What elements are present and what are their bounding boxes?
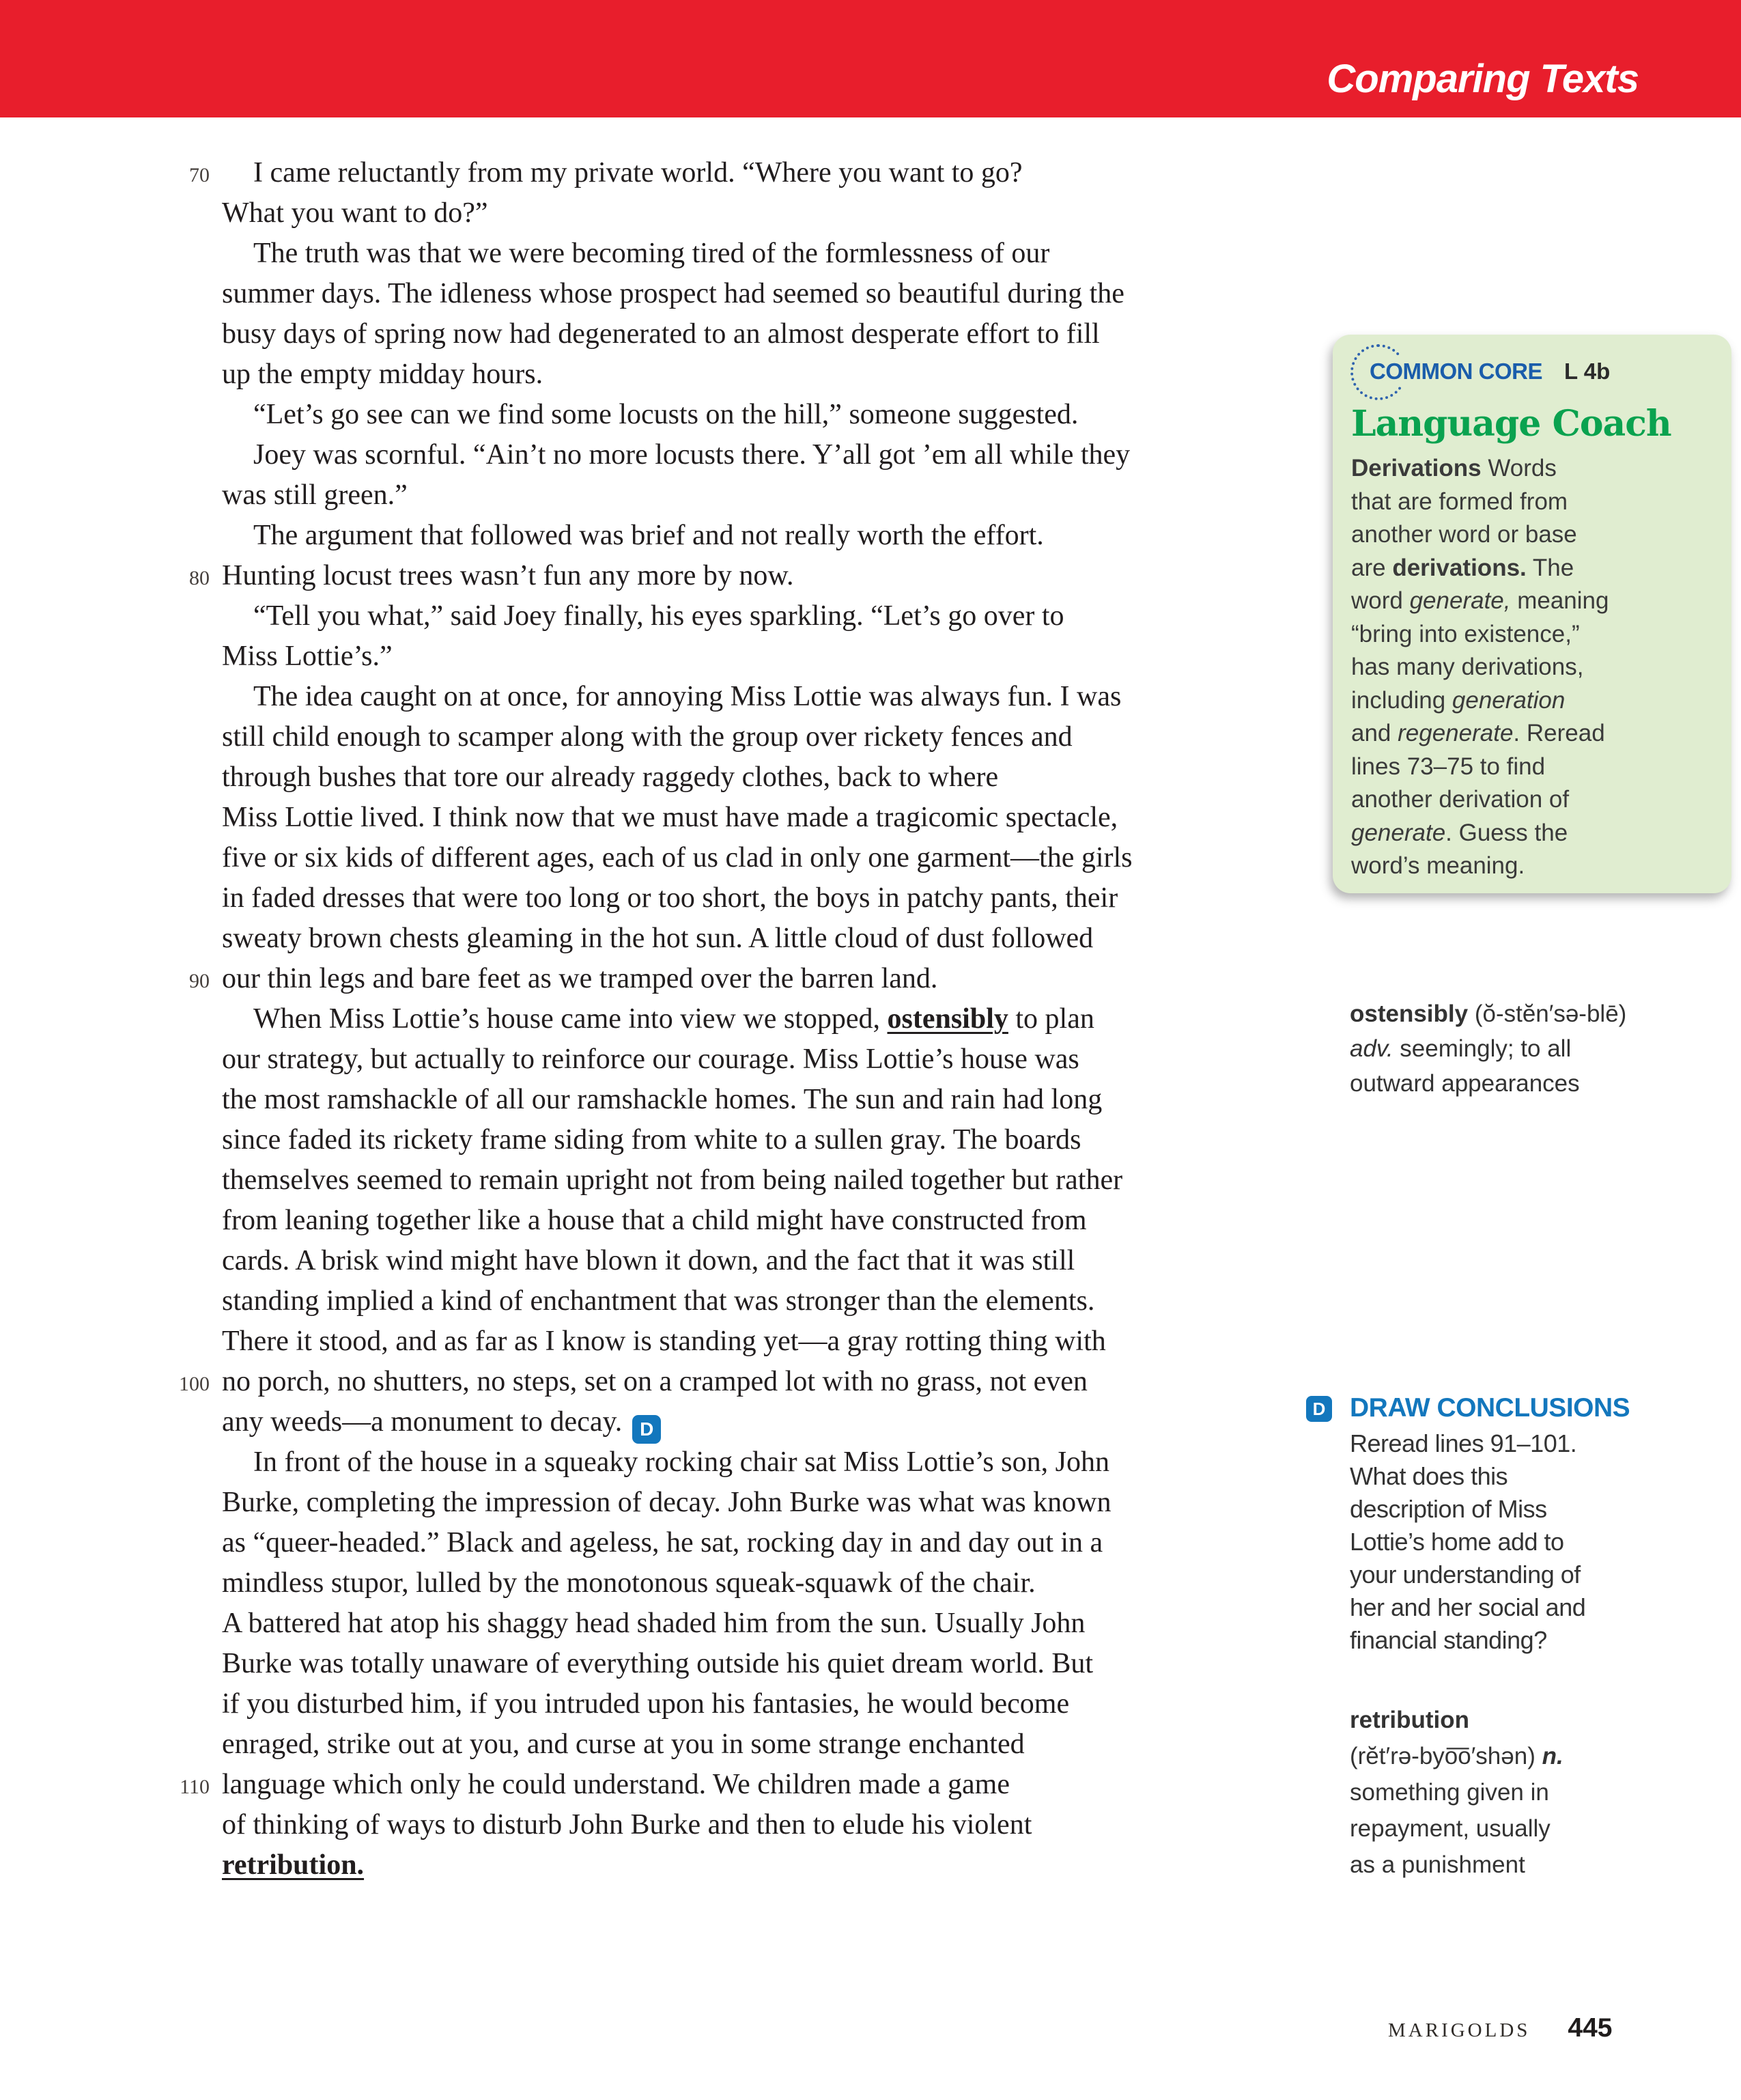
text-line bbox=[1351, 486, 1723, 519]
text-segment: Hunting locust trees wasn’t fun any more by now. bbox=[222, 560, 794, 591]
text-segment: standing implied a kind of enchantment that was stronger than the elements. bbox=[222, 1285, 1095, 1317]
text-segment: repayment, usually bbox=[1350, 1815, 1551, 1842]
text-line bbox=[222, 1724, 1307, 1765]
text-segment: (rĕt′rə-byo͞o′shən) bbox=[1350, 1743, 1542, 1769]
draw-conclusions-heading: DRAW CONCLUSIONS bbox=[1350, 1393, 1630, 1423]
line-number: 80 bbox=[189, 567, 210, 589]
text-segment: her and her social and bbox=[1350, 1593, 1586, 1621]
text-segment: ostensibly bbox=[1350, 1000, 1469, 1027]
text-line bbox=[222, 1483, 1307, 1523]
text-segment: (ŏ-stĕn′sə-blē) bbox=[1468, 1000, 1627, 1027]
vocab-entry-ostensibly bbox=[1350, 996, 1626, 1101]
text-segment: was still green.” bbox=[222, 479, 408, 511]
text-segment: your understanding of bbox=[1350, 1560, 1581, 1588]
text-segment: our strategy, but actually to reinforce our courage. Miss Lottie’s house was bbox=[222, 1044, 1079, 1075]
text-line bbox=[222, 395, 1307, 435]
text-segment: still child enough to scamper along with the group over rickety fences and bbox=[222, 721, 1073, 753]
text-line bbox=[222, 1644, 1307, 1684]
text-line bbox=[1350, 1558, 1585, 1591]
text-segment: generate bbox=[1351, 819, 1446, 846]
selection-title: MARIGOLDS bbox=[1388, 2019, 1531, 2041]
text-segment: A battered hat atop his shaggy head shaded him from the sun. Usually John bbox=[222, 1608, 1086, 1639]
page-header-bar bbox=[0, 0, 1741, 117]
text-segment: lines 73–75 to find bbox=[1351, 753, 1546, 780]
text-segment: Derivations bbox=[1351, 455, 1482, 481]
text-segment: our thin legs and bare feet as we tramped over the barren land. bbox=[222, 963, 938, 994]
text-segment: generate, bbox=[1409, 587, 1511, 614]
text-segment: Lottie’s home add to bbox=[1350, 1528, 1564, 1556]
text-segment: since faded its rickety frame siding from white to a sullen gray. The boards bbox=[222, 1124, 1081, 1156]
text-segment: Burke was totally unaware of everything outside his quiet dream world. But bbox=[222, 1648, 1094, 1679]
text-segment: seemingly; to all bbox=[1393, 1035, 1572, 1062]
text-segment: mindless stupor, lulled by the monotonous squeak-squawk of the chair. bbox=[222, 1567, 1036, 1599]
text-segment: Joey was scornful. “Ain’t no more locusts there. Y’all got ’em all while they bbox=[253, 439, 1131, 471]
text-segment: regenerate bbox=[1398, 720, 1514, 746]
text-segment: as “queer-headed.” Black and ageless, he sat, rocking day in and day out in a bbox=[222, 1527, 1103, 1558]
text-segment: The argument that followed was brief and not really worth the effort. bbox=[253, 520, 1044, 551]
section-title: Comparing Texts bbox=[1327, 57, 1639, 101]
draw-conclusions-body bbox=[1350, 1427, 1585, 1657]
text-line bbox=[222, 516, 1307, 556]
text-segment: description of Miss bbox=[1350, 1495, 1547, 1523]
text-line bbox=[222, 636, 1307, 677]
text-segment: n. bbox=[1542, 1743, 1563, 1769]
text-line bbox=[1350, 1031, 1626, 1066]
text-segment: has many derivations, bbox=[1351, 654, 1584, 680]
text-segment: financial standing? bbox=[1350, 1626, 1547, 1654]
text-segment: “Let’s go see can we find some locusts on the hill,” someone suggested. bbox=[253, 399, 1079, 430]
text-line bbox=[1350, 1526, 1585, 1558]
text-segment: any weeds—a monument to decay. bbox=[222, 1406, 623, 1438]
text-line bbox=[222, 757, 1307, 798]
text-segment: “bring into existence,” bbox=[1351, 620, 1580, 647]
text-line bbox=[1350, 996, 1626, 1031]
text-segment: The bbox=[1526, 554, 1574, 581]
text-line bbox=[222, 435, 1307, 475]
text-segment: generation bbox=[1452, 686, 1566, 714]
text-segment: Miss Lottie’s.” bbox=[222, 641, 393, 672]
text-segment: something given in bbox=[1350, 1779, 1549, 1806]
text-line bbox=[222, 1281, 1307, 1321]
language-coach-title: Language Coach bbox=[1351, 403, 1671, 445]
text-segment: When Miss Lottie’s house came into view we stopped, bbox=[253, 1003, 888, 1035]
text-line bbox=[222, 1805, 1307, 1845]
text-segment: . Reread bbox=[1513, 720, 1605, 746]
line-number: 110 bbox=[180, 1776, 210, 1798]
text-segment: five or six kids of different ages, each of us clad in only one garment—the girls bbox=[222, 842, 1133, 873]
standard-code: L 4b bbox=[1564, 359, 1611, 384]
text-line bbox=[222, 1241, 1307, 1281]
text-segment: another derivation of bbox=[1351, 786, 1570, 813]
text-segment: of thinking of ways to disturb John Burke and then to elude his violent bbox=[222, 1809, 1032, 1840]
text-line bbox=[222, 475, 1307, 516]
text-line bbox=[222, 1523, 1307, 1563]
text-segment: busy days of spring now had degenerated to an almost desperate effort to fill bbox=[222, 318, 1100, 350]
text-segment: retribution. bbox=[222, 1849, 365, 1881]
text-line bbox=[222, 596, 1307, 636]
text-segment: language which only he could understand. We children made a game bbox=[222, 1769, 1010, 1800]
text-segment: derivations. bbox=[1392, 554, 1527, 581]
text-line bbox=[1350, 1460, 1585, 1493]
text-line bbox=[1351, 552, 1723, 585]
text-segment: Miss Lottie lived. I think now that we must have made a tragicomic spectacle, bbox=[222, 802, 1118, 833]
text-segment: the most ramshackle of all our ramshackle homes. The sun and rain had long bbox=[222, 1084, 1103, 1115]
text-line bbox=[1350, 1738, 1563, 1774]
text-line bbox=[222, 1684, 1307, 1724]
text-segment: ostensibly bbox=[887, 1003, 1008, 1035]
text-segment: word’s meaning. bbox=[1351, 852, 1525, 879]
text-segment: no porch, no shutters, no steps, set on a cramped lot with no grass, not even bbox=[222, 1366, 1088, 1397]
text-segment: The truth was that we were becoming tired of the formlessness of our bbox=[253, 238, 1050, 269]
text-line bbox=[222, 878, 1307, 919]
text-line bbox=[1351, 618, 1723, 652]
text-segment: themselves seemed to remain upright not from being nailed together but rather bbox=[222, 1164, 1123, 1196]
text-line bbox=[1350, 1591, 1585, 1624]
text-segment: Reread lines 91–101. bbox=[1350, 1429, 1577, 1457]
text-segment: as a punishment bbox=[1350, 1851, 1525, 1878]
text-line bbox=[222, 677, 1307, 717]
text-line bbox=[222, 1160, 1307, 1201]
text-line bbox=[222, 1442, 1307, 1483]
text-line bbox=[180, 1765, 1307, 1805]
text-line bbox=[222, 354, 1307, 395]
text-line bbox=[222, 1402, 1307, 1442]
text-segment: outward appearances bbox=[1350, 1070, 1580, 1097]
text-line bbox=[179, 1362, 1307, 1402]
text-line bbox=[222, 1201, 1307, 1241]
text-segment: The idea caught on at once, for annoying Miss Lottie was always fun. I was bbox=[253, 681, 1122, 712]
text-line bbox=[1351, 518, 1723, 552]
line-number: 100 bbox=[179, 1373, 210, 1395]
text-segment: I came reluctantly from my private world. “Where you want to go? bbox=[253, 157, 1023, 188]
text-segment: In front of the house in a squeaky rocking chair sat Miss Lottie’s son, John bbox=[253, 1446, 1109, 1478]
text-segment: There it stood, and as far as I know is standing yet—a gray rotting thing with bbox=[222, 1326, 1106, 1357]
story-passage bbox=[179, 153, 1307, 1886]
text-line bbox=[222, 1563, 1307, 1604]
text-line bbox=[1351, 751, 1723, 784]
text-line bbox=[1350, 1810, 1563, 1847]
text-line bbox=[222, 1080, 1307, 1120]
text-line bbox=[222, 717, 1307, 757]
text-line bbox=[1351, 850, 1723, 883]
text-line bbox=[1351, 585, 1723, 618]
text-line bbox=[1351, 717, 1723, 751]
text-line bbox=[222, 1120, 1307, 1160]
common-core-label: COMMON CORE bbox=[1368, 356, 1548, 387]
text-segment: are bbox=[1351, 554, 1393, 581]
text-line bbox=[189, 556, 1307, 596]
text-segment: . Guess the bbox=[1445, 819, 1568, 846]
text-line bbox=[222, 1604, 1307, 1644]
text-segment: What you want to do?” bbox=[222, 197, 488, 229]
text-segment: including bbox=[1351, 686, 1452, 714]
common-core-row bbox=[1368, 356, 1610, 387]
text-segment: word bbox=[1351, 587, 1410, 614]
text-line bbox=[1351, 452, 1723, 486]
text-segment: from leaning together like a house that a child might have constructed from bbox=[222, 1205, 1087, 1236]
vocab-entry-retribution bbox=[1350, 1702, 1563, 1883]
text-segment: sweaty brown chests gleaming in the hot sun. A little cloud of dust followed bbox=[222, 923, 1094, 954]
text-line bbox=[222, 314, 1307, 354]
page-footer bbox=[1388, 2013, 1612, 2043]
text-line bbox=[222, 838, 1307, 878]
text-segment: retribution bbox=[1350, 1707, 1469, 1733]
text-segment: “Tell you what,” said Joey finally, his eyes sparkling. “Let’s go over to bbox=[253, 600, 1064, 632]
text-segment: Burke, completing the impression of decay. John Burke was what was known bbox=[222, 1487, 1112, 1518]
text-line bbox=[1351, 817, 1723, 850]
text-line bbox=[222, 798, 1307, 838]
text-segment: if you disturbed him, if you intruded upon his fantasies, he would become bbox=[222, 1688, 1070, 1720]
text-segment: through bushes that tore our already raggedy clothes, back to where bbox=[222, 761, 999, 793]
text-segment: summer days. The idleness whose prospect had seemed so beautiful during the bbox=[222, 278, 1124, 309]
text-line bbox=[189, 959, 1307, 999]
text-segment: that are formed from bbox=[1351, 488, 1568, 515]
text-line bbox=[1350, 1774, 1563, 1810]
text-line bbox=[1350, 1493, 1585, 1526]
language-coach-box bbox=[1333, 335, 1731, 893]
text-line bbox=[222, 999, 1307, 1039]
text-line bbox=[1351, 651, 1723, 684]
text-line bbox=[222, 234, 1307, 274]
text-line bbox=[222, 1039, 1307, 1080]
text-line bbox=[1351, 684, 1723, 718]
text-line bbox=[1350, 1624, 1585, 1657]
text-line bbox=[1350, 1702, 1563, 1738]
text-segment: meaning bbox=[1510, 587, 1609, 614]
text-line bbox=[189, 153, 1307, 193]
text-line bbox=[222, 919, 1307, 959]
text-line bbox=[222, 193, 1307, 234]
language-coach-body bbox=[1351, 452, 1723, 883]
line-number: 90 bbox=[189, 970, 210, 992]
text-segment: another word or base bbox=[1351, 521, 1577, 548]
text-segment: in faded dresses that were too long or too short, the boys in patchy pants, their bbox=[222, 882, 1118, 914]
text-segment: What does this bbox=[1350, 1462, 1508, 1490]
text-segment: to plan bbox=[1008, 1003, 1094, 1035]
line-number: 70 bbox=[189, 164, 210, 186]
page-number: 445 bbox=[1568, 2013, 1613, 2043]
text-segment: cards. A brisk wind might have blown it down, and the fact that it was still bbox=[222, 1245, 1075, 1276]
text-line bbox=[1351, 783, 1723, 817]
text-line bbox=[1350, 1847, 1563, 1883]
text-segment: Words bbox=[1481, 455, 1557, 481]
text-segment: up the empty midday hours. bbox=[222, 359, 543, 390]
text-segment: enraged, strike out at you, and curse at you in some strange enchanted bbox=[222, 1728, 1025, 1760]
text-segment: adv. bbox=[1350, 1035, 1393, 1062]
text-line bbox=[222, 1845, 1307, 1886]
text-line bbox=[1350, 1427, 1585, 1460]
text-line bbox=[222, 274, 1307, 314]
inline-note-marker: D bbox=[632, 1415, 661, 1444]
draw-conclusions-marker: D bbox=[1306, 1396, 1332, 1422]
text-line bbox=[1350, 1066, 1626, 1101]
text-line bbox=[222, 1321, 1307, 1362]
text-segment: and bbox=[1351, 720, 1398, 746]
